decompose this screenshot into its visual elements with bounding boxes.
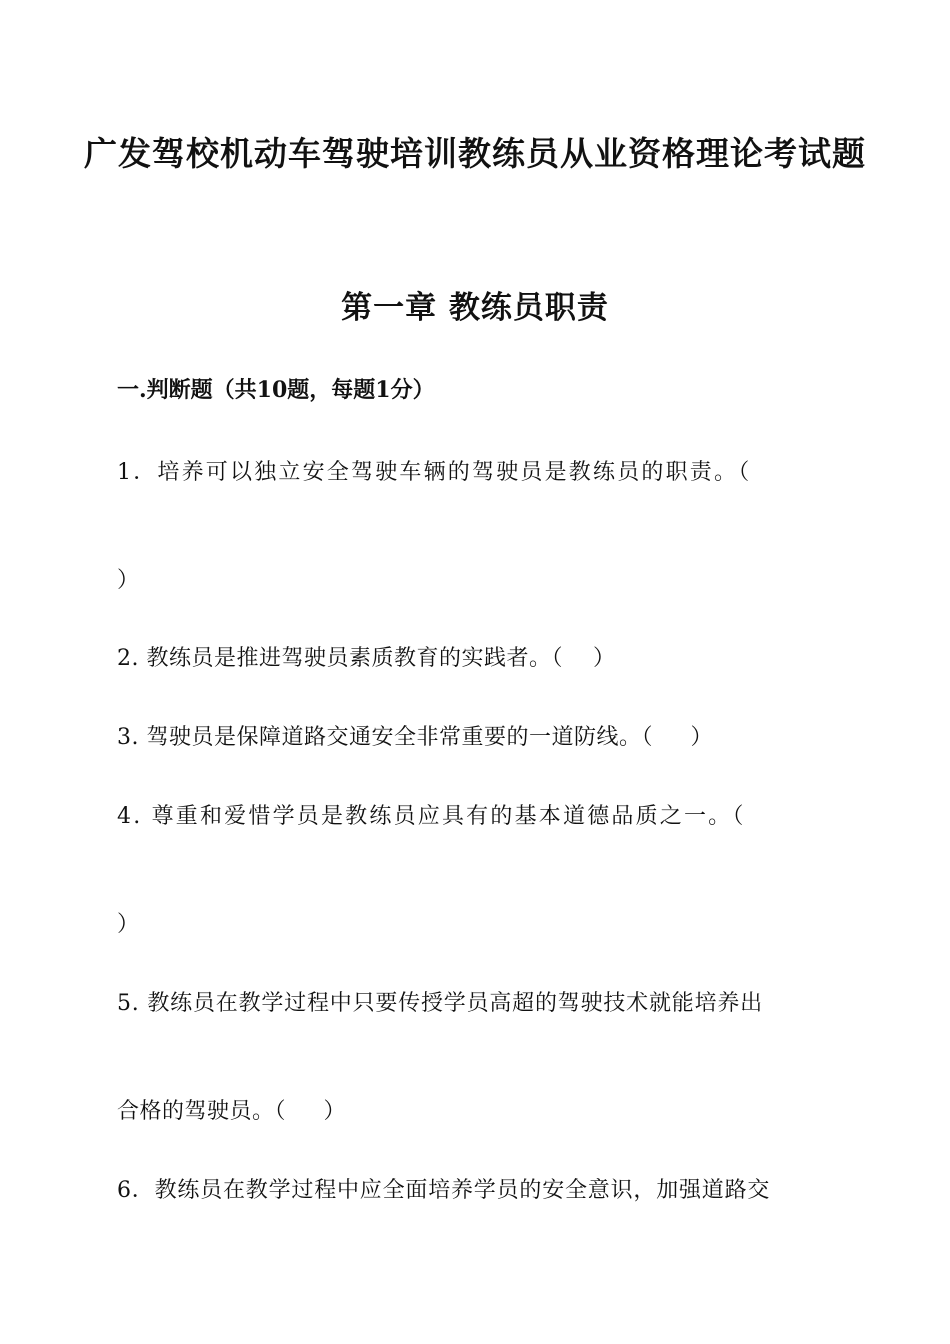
section-heading: 一.判断题（共10题，每题1分） (117, 377, 435, 403)
question-1-line-1: 1．培养可以独立安全驾驶车辆的驾驶员是教练员的职责。（ (117, 460, 752, 485)
question-3: 3. 驾驶员是保障道路交通安全非常重要的一道防线。（ ） (117, 725, 713, 750)
question-1-line-2: ） (117, 568, 140, 593)
question-4-line-1: 4. 尊重和爱惜学员是教练员应具有的基本道德品质之一。（ (117, 804, 746, 829)
question-5-line-2: 合格的驾驶员。（ ） (117, 1099, 346, 1124)
question-2: 2. 教练员是推进驾驶员素质教育的实践者。（ ） (117, 646, 616, 671)
chapter-title: 第一章 教练员职责 (341, 290, 609, 326)
document-title: 广发驾校机动车驾驶培训教练员从业资格理论考试题 (84, 134, 866, 173)
question-4-line-2: ） (117, 912, 140, 937)
question-6-line-1: 6．教练员在教学过程中应全面培养学员的安全意识，加强道路交 (117, 1178, 771, 1203)
question-5-line-1: 5. 教练员在教学过程中只要传授学员高超的驾驶技术就能培养出 (117, 991, 763, 1016)
